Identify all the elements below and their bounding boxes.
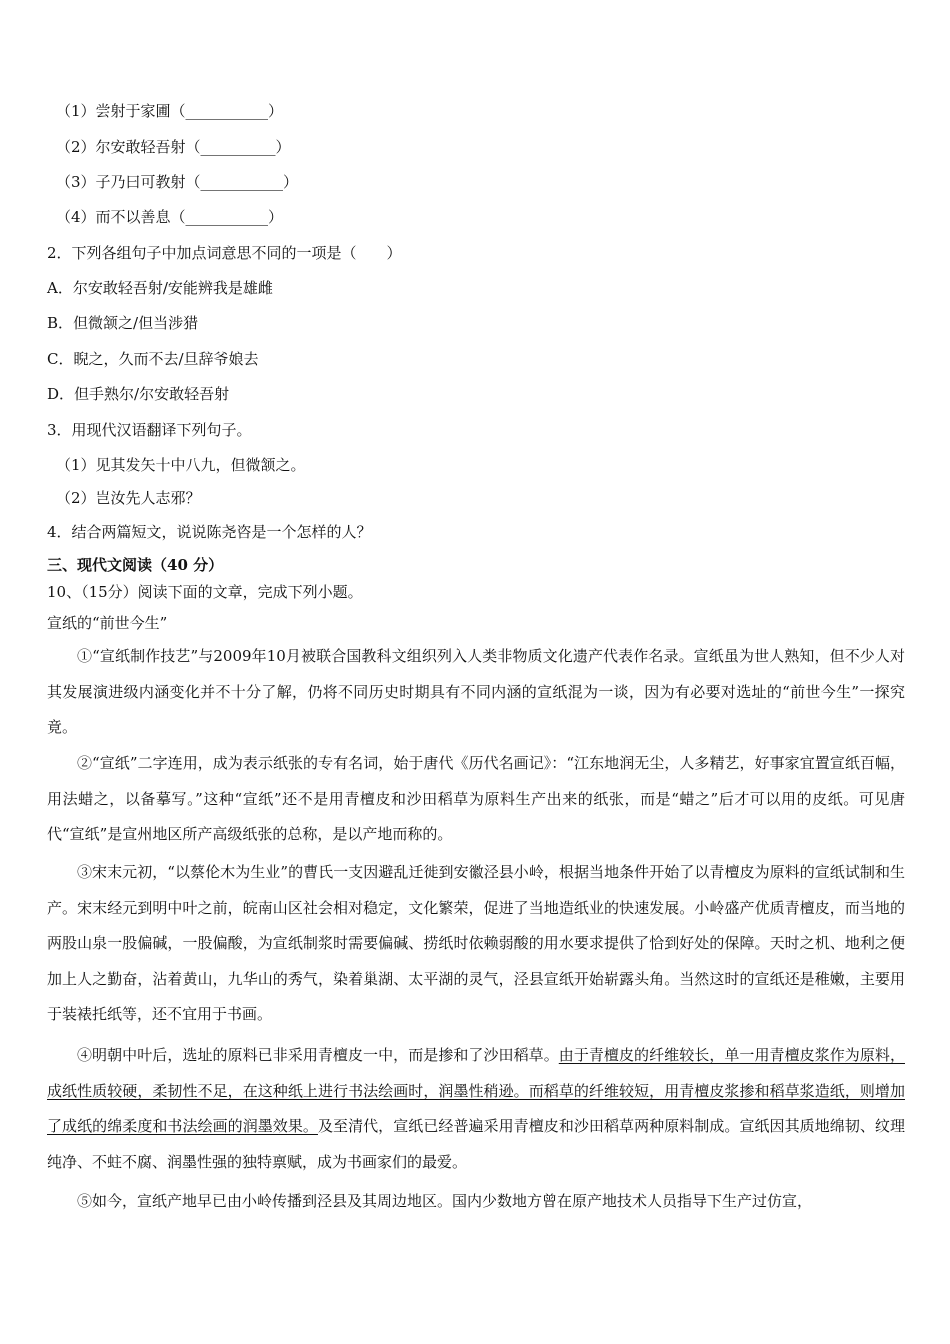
q4-stem: 4．结合两篇短文，说说陈尧咨是一个怎样的人？ <box>47 523 372 541</box>
q2-option-d: D．但手熟尔/尔安敢轻吾射 <box>47 385 230 403</box>
q2-stem: 2．下列各组句子中加点词意思不同的一项是（ ） <box>47 244 402 262</box>
paragraph-3: ③宋末元初，“以蔡伦木为生业”的曹氏一支因避乱迁徙到安徽泾县小岭，根据当地条件开始了以青檀皮为原料的宣纸试制和生产。宋末经元到明中叶之前，皖南山区社会相对稳定，文化繁荣，促进了当地造纸业的快速发展。小岭盛产优质青檀皮，而当地的两股山泉一股偏碱，一股偏酸，为宣纸制浆时需要偏碱、捞纸时依赖弱酸的用水要求提供了恰到好处的保障。天时之机、地利之便加上人之勤奋，沾着黄山，九华山的秀气，染着巢湖、太平湖的灵气，泾县宣纸开始崭露头角。当然这时的宣纸还是稚嫩，主要用于装裱托纸等，还不宜用于书画。 <box>47 863 905 1023</box>
q1-item-3: （3）子乃曰可教射（___________） <box>56 173 299 191</box>
q3-stem: 3．用现代汉语翻译下列句子。 <box>47 421 252 439</box>
paragraph-4 <box>47 1038 905 1180</box>
article-title: 宣纸的“前世今生” <box>47 614 168 632</box>
paragraph-2: ②“宣纸”二字连用，成为表示纸张的专有名词，始于唐代《历代名画记》：“江东地润无尘，人多精艺，好事家宜置宣纸百幅，用法蜡之，以备摹写。”这种“宣纸”还不是用青檀皮和沙田稻草为原料生产出来的纸张，而是“蜡之”后才可以用的皮纸。可见唐代“宣纸”是宣州地区所产高级纸张的总称，是以产地而称的。 <box>47 754 905 843</box>
q1-item-1: （1）尝射于家圃（___________） <box>56 102 284 120</box>
q3-item-1: （1）见其发矢十中八九，但微颔之。 <box>56 456 306 474</box>
q1-item-4: （4）而不以善息（___________） <box>56 208 284 226</box>
paragraph-5: ⑤如今，宣纸产地早已由小岭传播到泾县及其周边地区。国内少数地方曾在原产地技术人员指导下生产过仿宣， <box>77 1192 813 1210</box>
q2-option-c: C．睨之，久而不去/旦辞爷娘去 <box>47 350 259 368</box>
question-10-instruction: 10、（15分）阅读下面的文章，完成下列小题。 <box>47 583 363 601</box>
q2-option-a: A．尔安敢轻吾射/安能辨我是雄雌 <box>47 279 273 297</box>
paragraph-4-tail: 及至清代，宣纸已经普遍采用青檀皮和沙田稻草两种原料制成。宣纸因其质地绵韧、纹理纯净、不蛀不腐、润墨性强的独特禀赋，成为书画家们的最爱。 <box>47 1117 905 1171</box>
q1-item-2: （2）尔安敢轻吾射（__________） <box>56 138 291 156</box>
paragraph-4-lead: ④明朝中叶后，选址的原料已非采用青檀皮一中，而是掺和了沙田稻草。 <box>77 1046 559 1064</box>
section-heading: 三、现代文阅读（40 分） <box>47 556 224 574</box>
paragraph-1: ①“宣纸制作技艺”与2009年10月被联合国教科文组织列入人类非物质文化遗产代表作名录。宣纸虽为世人熟知，但不少人对其发展演进级内涵变化并不十分了解，仍将不同历史时期具有不同内涵的宣纸混为一谈，因为有必要对选址的“前世今生”一探究竟。 <box>47 647 905 736</box>
q2-option-b: B．但微颔之/但当涉猎 <box>47 314 199 332</box>
paragraph-4-underlined-sentence: 由于青檀皮的纤维较长，单一用青檀皮浆作为原料，成纸性质较硬，柔韧性不足，在这种纸上进行书法绘画时，润墨性稍逊。而稻草的纤维较短，用青檀皮浆掺和稻草浆造纸，则增加了成纸的绵柔度和书法绘画的润墨效果。 <box>47 1046 905 1135</box>
q3-item-2: （2）岂汝先人志邪？ <box>56 489 201 507</box>
